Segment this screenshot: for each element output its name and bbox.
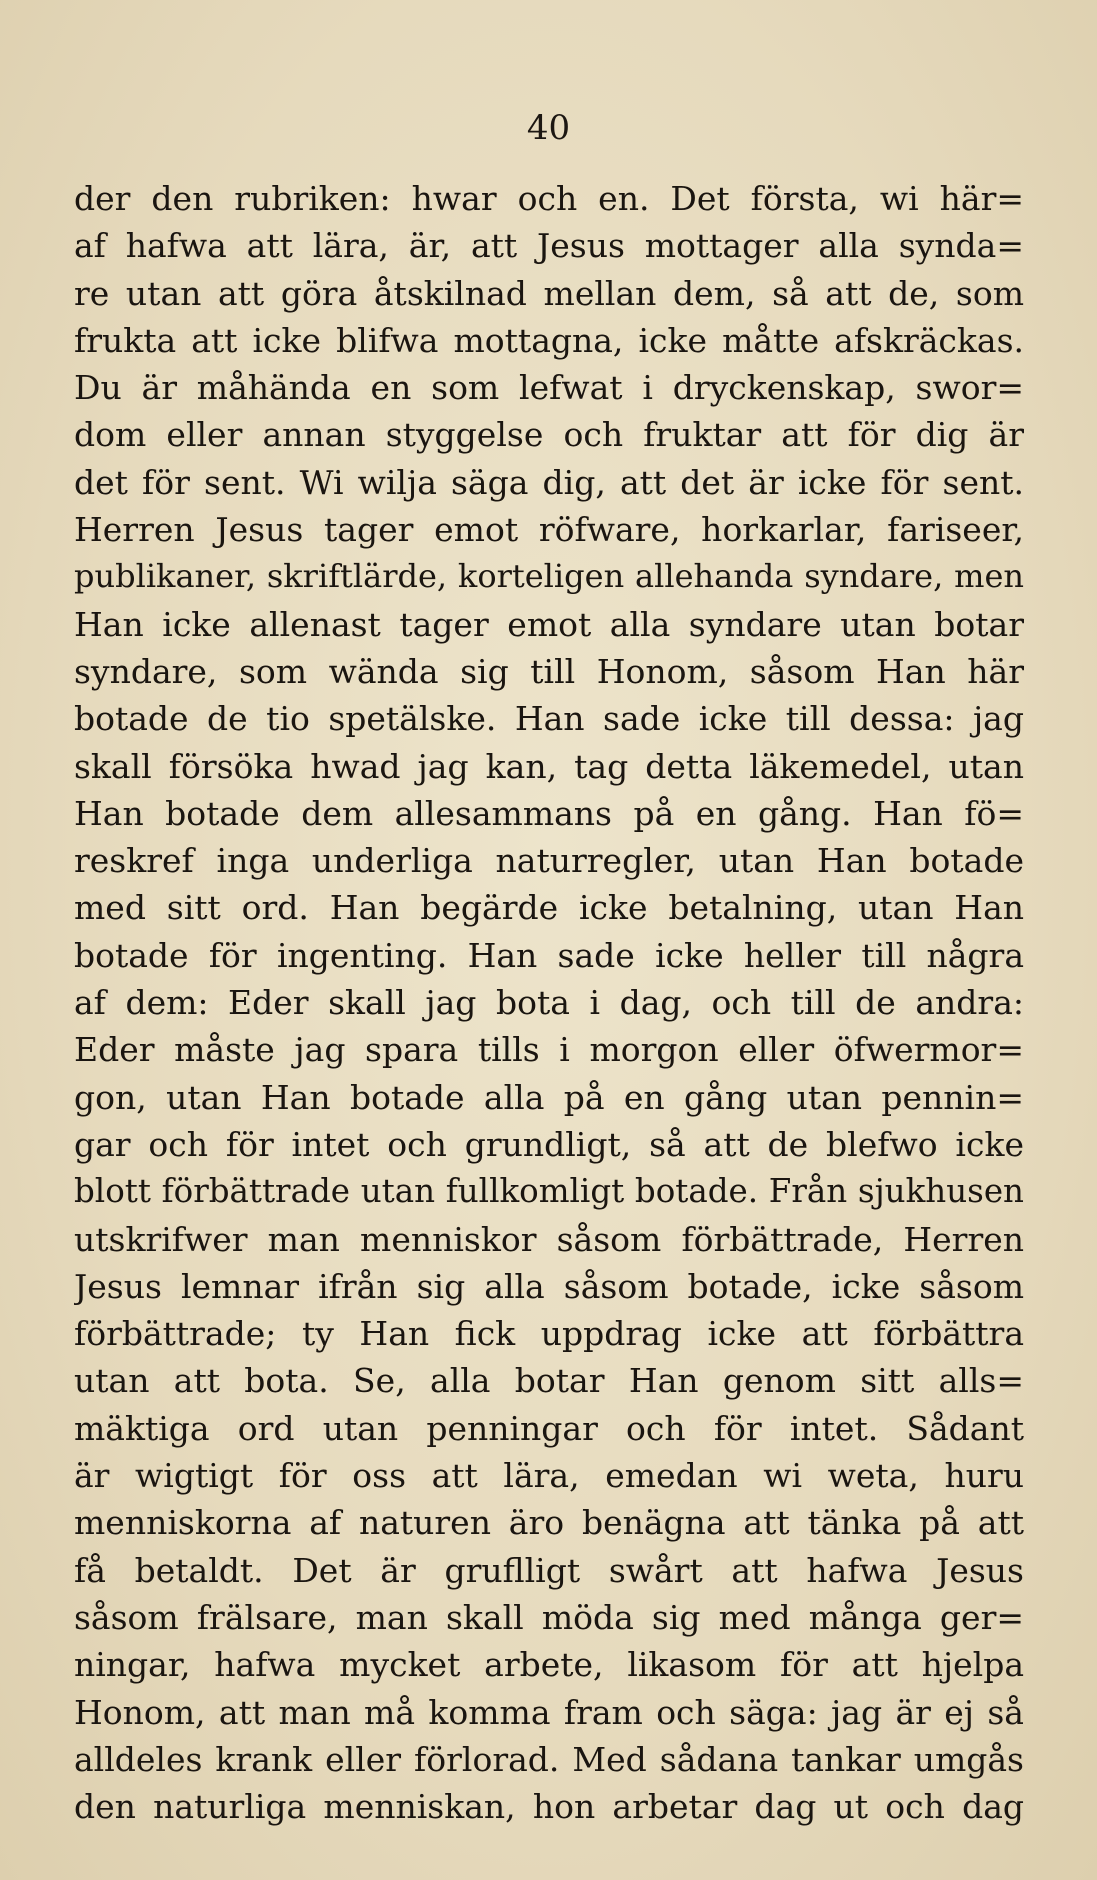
text-line: är wigtigt för oss att lära, emedan wi weta, huru: [74, 1456, 1024, 1496]
text-line: der den rubriken: hwar och en. Det första, wi här=: [74, 179, 1024, 218]
text-line: ningar, hafwa mycket arbete, likasom för att hjelpa: [74, 1645, 1024, 1685]
text-line: Jesus lemnar ifrån sig alla såsom botade, icke såsom: [74, 1266, 1024, 1306]
text-line: frukta att icke blifwa mottagna, icke måtte afskräckas.: [74, 320, 1024, 360]
text-line: utskrifwer man menniskor såsom förbättrade, Herren: [74, 1219, 1024, 1259]
page-number: 40: [526, 108, 571, 148]
text-line: Eder måste jag spara tills i morgon eller öfwermor=: [74, 1030, 1024, 1070]
text-line: botade för ingenting. Han sade icke heller till några: [74, 935, 1024, 975]
text-line: det för sent. Wi wilja säga dig, att det är icke för sent.: [74, 462, 1024, 502]
text-line: reskref inga underliga naturregler, utan Han botade: [74, 841, 1024, 881]
text-line: Han icke allenast tager emot alla syndare utan botar: [74, 604, 1024, 644]
text-line: gar och för intet och grundligt, så att de blefwo icke: [74, 1124, 1024, 1164]
text-line: med sitt ord. Han begärde icke betalning, utan Han: [74, 888, 1024, 928]
text-line: re utan att göra åtskilnad mellan dem, så att de, som: [74, 273, 1024, 313]
text-line: af hafwa att lära, är, att Jesus mottager alla synda=: [74, 226, 1024, 266]
text-line: dom eller annan styggelse och fruktar att för dig är: [74, 415, 1024, 455]
text-line: mäktiga ord utan penningar och för intet. Sådant: [74, 1408, 1024, 1448]
text-line: utan att bota. Se, alla botar Han genom sitt alls=: [74, 1361, 1024, 1401]
text-line: förbättrade; ty Han fick uppdrag icke att förbättra: [74, 1314, 1024, 1354]
text-line: alldeles krank eller förlorad. Med sådana tankar umgås: [74, 1739, 1024, 1779]
text-line: skall försöka hwad jag kan, tag detta läkemedel, utan: [74, 746, 1024, 786]
text-line: såsom frälsare, man skall möda sig med många ger=: [74, 1597, 1024, 1637]
body-text: [74, 175, 1024, 1830]
text-line: den naturliga menniskan, hon arbetar dag ut och dag: [74, 1787, 1024, 1827]
text-line: Honom, att man må komma fram och säga: jag är ej så: [74, 1692, 1024, 1732]
text-line: syndare, som wända sig till Honom, såsom Han här: [74, 651, 1024, 691]
text-line: få betaldt. Det är gruflligt swårt att hafwa Jesus: [74, 1550, 1024, 1590]
text-line: Du är måhända en som lefwat i dryckenskap, swor=: [74, 368, 1024, 408]
text-line: botade de tio spetälske. Han sade icke till dessa: jag: [74, 699, 1024, 739]
text-line: Han botade dem allesammans på en gång. Han fö=: [74, 793, 1024, 833]
text-line: gon, utan Han botade alla på en gång utan pennin=: [74, 1077, 1024, 1117]
text-line: af dem: Eder skall jag bota i dag, och till de andra:: [74, 983, 1024, 1023]
text-line: menniskorna af naturen äro benägna att tänka på att: [74, 1503, 1024, 1543]
text-line: Herren Jesus tager emot röfware, horkarlar, fariseer,: [74, 510, 1024, 550]
text-line: blott förbättrade utan fullkomligt botade. Från sjukhusen: [74, 1172, 1024, 1211]
text-line: publikaner, skriftlärde, korteligen allehanda syndare, men: [74, 557, 1024, 596]
